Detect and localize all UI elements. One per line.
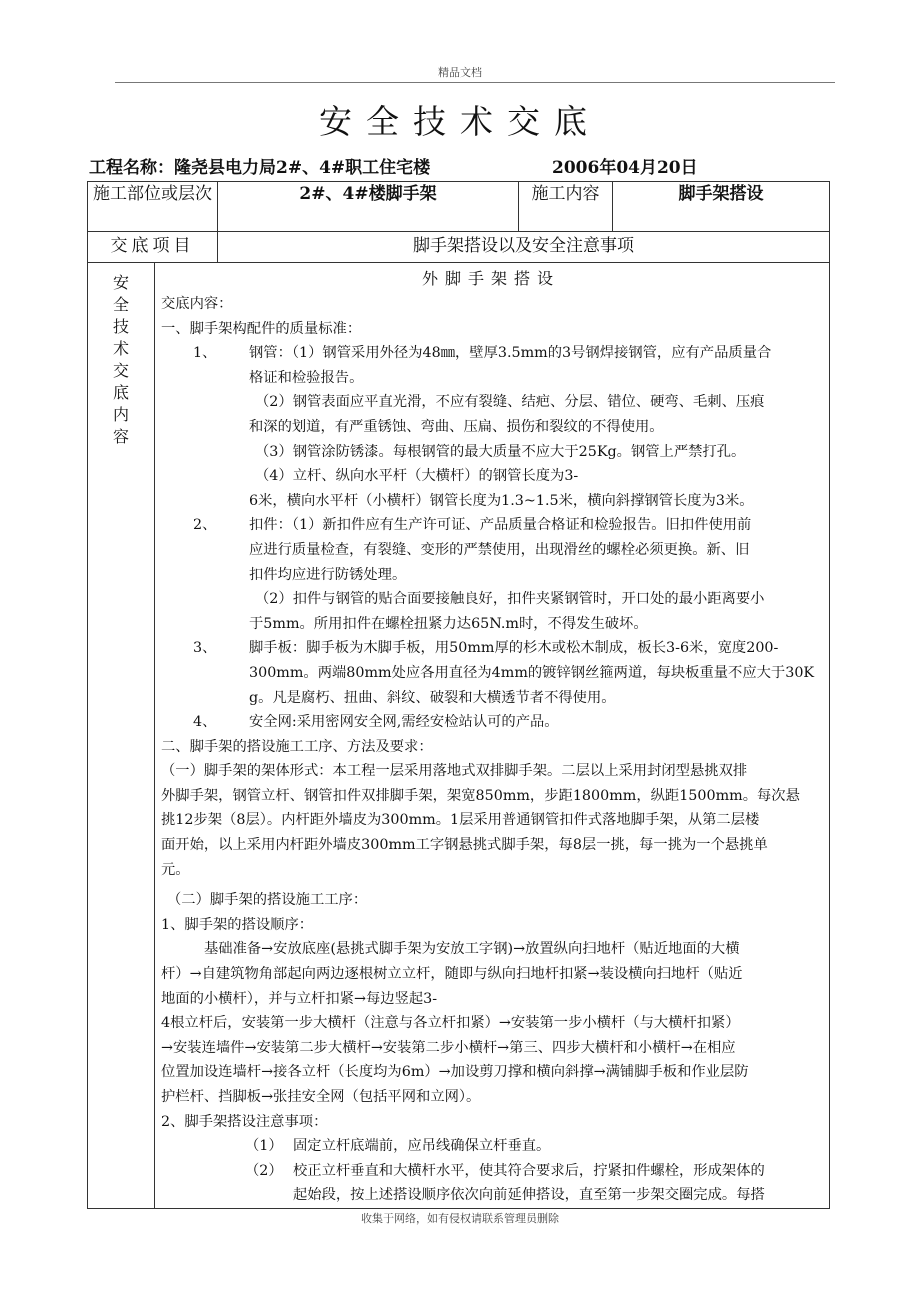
table-rule-side [154, 262, 155, 1209]
notes-title: 2、脚手架搭设注意事项： [161, 1113, 328, 1130]
section-2-title: 二、脚手架的搭设施工工序、方法及要求： [161, 738, 433, 755]
note-number: （2） [245, 1162, 283, 1179]
side-label-char: 术 [112, 339, 129, 358]
item-2-line: 扣件均应进行防锈处理。 [249, 566, 407, 583]
sequence-line: 护栏杆、挡脚板→张挂安全网（包括平网和立网）。 [161, 1089, 481, 1105]
item-3-line: 3、 脚手板：脚手板为木脚手板，用50mm厚的杉木或松木制成，板长3-6米，宽度200- [161, 636, 821, 661]
item-number: 1、 [193, 345, 217, 362]
table-rule-row2 [88, 262, 829, 263]
label-disclosure-item: 交底项目 [110, 236, 195, 256]
item-3-line: 300mm。两端80mm处应各用直径为4mm的镀锌钢丝箍两道，每块板重量不应大于30K [249, 664, 815, 681]
side-label-char: 容 [112, 427, 129, 446]
side-label-char: 全 [112, 295, 129, 314]
item-2-line: 应进行质量检查，有裂缝、变形的严禁使用，出现滑丝的螺栓必须更换。新、旧 [249, 541, 750, 558]
item-1-line: 6米，横向水平杆（小横杆）钢管长度为1.3~1.5米，横向斜撑钢管长度为3米。 [249, 492, 754, 509]
item-number: 3、 [193, 640, 217, 657]
frame-form-line: 面开始，以上采用内杆距外墙皮300mm工字钢悬挑式脚手架，每8层一挑，每一挑为一个悬挑单 [161, 837, 768, 854]
item-number: 2、 [193, 517, 217, 534]
value-construction-content: 脚手架搭设 [678, 184, 764, 204]
sequence-line: 杆）→自建筑物角部起向两边逐根树立立杆，随即与纵向扫地杆扣紧→装设横向扫地杆（贴近 [161, 966, 743, 983]
sequence-line: 地面的小横杆），并与立杆扣紧→每边竖起3- [161, 990, 438, 1007]
item-2-line: 2、 扣件：（1）新扣件应有生产许可证、产品质量合格证和检验报告。旧扣件使用前 [161, 513, 821, 538]
frame-form-line: 挑12步架（8层）。内杆距外墙皮为300mm。1层采用普通钢管扣件式落地脚手架，从第二层楼 [161, 812, 760, 829]
item-2-line: （2）扣件与钢管的贴合面要接触良好，扣件夹紧钢管时，开口处的最小距离要小 [255, 591, 765, 608]
project-name: 工程名称：隆尧县电力局2#、4#职工住宅楼 [89, 158, 431, 178]
item-1-line: 1、 钢管：（1）钢管采用外径为48㎜，壁厚3.5mm的3号钢焊接钢管，应有产品质量合 [161, 341, 821, 366]
sequence-line: →安装连墙件→安装第二步大横杆→安装第二步小横杆→第三、四步大横杆和小横杆→在相应 [161, 1039, 736, 1056]
table-rule-row1 [88, 231, 829, 232]
frame-form-line: 元。 [161, 861, 190, 878]
document-date: 2006年04月20日 [552, 158, 698, 178]
item-2-line: 于5mm。所用扣件在螺栓扭紧力达65N.m时，不得发生破坏。 [249, 615, 648, 632]
side-label-char: 底 [112, 383, 129, 402]
frame-form-line: （一）脚手架的架体形式：本工程一层采用落地式双排脚手架。二层以上采用封闭型悬挑双排 [161, 763, 748, 780]
content-heading: 外脚手架搭设 [421, 269, 560, 288]
label-construction-part: 施工部位或层次 [93, 184, 212, 204]
disclosure-table [87, 181, 830, 1209]
procedure-title: （二）脚手架的搭设施工工序： [167, 892, 368, 909]
label-construction-content: 施工内容 [531, 184, 600, 204]
content-intro: 交底内容： [161, 296, 233, 312]
value-construction-part: 2#、4#楼脚手架 [299, 184, 437, 204]
item-1-line: （2）钢管表面应平直光滑，不应有裂缝、结疤、分层、错位、硬弯、毛刺、压痕 [255, 394, 765, 411]
side-label-char: 交 [112, 361, 129, 380]
side-label-char: 内 [112, 405, 129, 424]
frame-form-line: 外脚手架，钢管立杆、钢管扣件双排脚手架，架宽850mm，步距1800mm，纵距1500mm。每次悬 [161, 787, 800, 804]
section-1-title: 一、脚手架构配件的质量标准： [161, 320, 362, 337]
header-divider [115, 82, 835, 83]
page-header-text: 精品文档 [438, 66, 482, 79]
note-number: （1） [245, 1138, 283, 1155]
note-2-line: 起始段，按上述搭设顺序依次向前延伸搭设，直至第一步架交圈完成。每搭 [293, 1187, 765, 1204]
side-label-safety-content [88, 272, 154, 448]
side-label-char: 安 [112, 273, 129, 292]
item-number: 4、 [193, 714, 217, 731]
item-1-line: 和深的划道，有严重锈蚀、弯曲、压扁、损伤和裂纹的不得使用。 [249, 418, 664, 435]
item-1-line: 格证和检验报告。 [249, 369, 364, 386]
sequence-line: 4根立杆后，安装第一步大横杆（注意与各立杆扣紧）→安装第一步小横杆（与大横杆扣紧） [161, 1015, 740, 1032]
item-3-line: g。凡是腐朽、扭曲、斜纹、破裂和大横透节者不得使用。 [249, 689, 616, 706]
item-1-line: （3）钢管涂防锈漆。每根钢管的最大质量不应大于25Kg。钢管上严禁打孔。 [255, 443, 746, 460]
note-2-line: （2） 校正立杆垂直和大横杆水平，使其符合要求后，拧紧扣件螺栓，形成架体的 [161, 1159, 821, 1184]
disclosure-content [161, 266, 821, 1208]
page-footer-text: 收集于网络，如有侵权请联系管理员删除 [361, 1212, 559, 1225]
sequence-title: 1、脚手架的搭设顺序： [161, 916, 314, 933]
value-disclosure-item: 脚手架搭设以及安全注意事项 [413, 236, 634, 256]
note-1-line: （1） 固定立杆底端前，应吊线确保立杆垂直。 [161, 1134, 821, 1159]
sequence-line: 基础准备→安放底座(悬挑式脚手架为安放工字钢)→放置纵向扫地杆（贴近地面的大横 [204, 941, 740, 958]
side-label-char: 技 [112, 317, 129, 336]
item-1-line: （4）立杆、纵向水平杆（大横杆）的钢管长度为3- [255, 468, 579, 485]
item-4-line: 4、 安全网:采用密网安全网,需经安检站认可的产品。 [161, 710, 821, 735]
document-title: 安全技术交底 [319, 102, 601, 141]
sequence-line: 位置加设连墙杆→接各立杆（长度均为6m）→加设剪刀撑和横向斜撑→满铺脚手板和作业层防 [161, 1064, 749, 1081]
